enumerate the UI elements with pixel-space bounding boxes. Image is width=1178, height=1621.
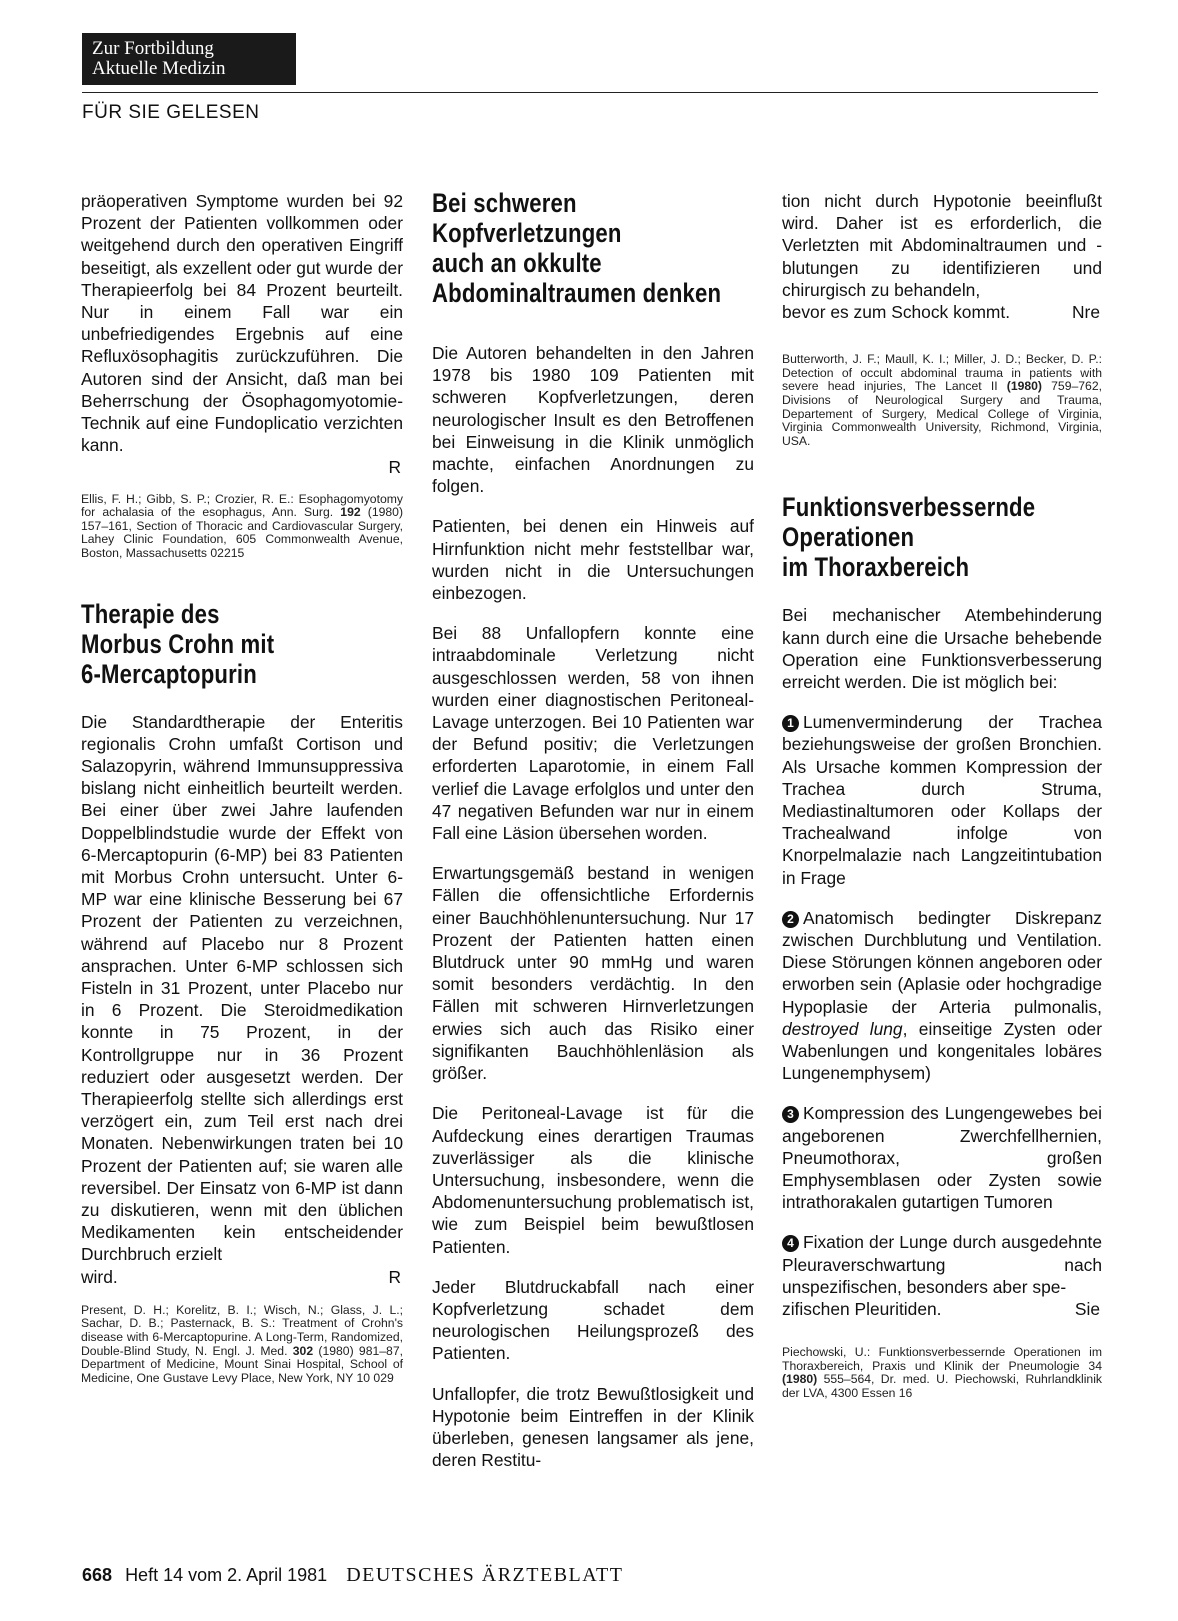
paragraph: Die Autoren behandelten in den Jahren 1978 bis 1980 109 Patienten mit schweren Kopfverletzungen, deren neurologischer Insult es den Betroffenen bei Einweisung in die Klinik unmöglich machte, einfachen Anordnungen zu folgen. xyxy=(432,343,754,497)
page-footer xyxy=(82,1564,623,1587)
article-heading-kopfverletzungen: Bei schweren Kopfverletzungen auch an okkulte Abdominaltraumen denken xyxy=(432,188,722,308)
author-initial: Nre xyxy=(1071,302,1100,323)
article-continuation-text: präoperativen Symptome wurden bei 92 Prozent der Patienten vollkommen oder weitgehend durch den operativen Eingriff beseitigt, als exzellent oder gut wurde der Therapieerfolg bei 84 Prozent beurteilt. Nur in einem Fall war ein unbefriedigendes Ergebnis auf eine Refluxösophagitis zurückzuführen. Die Autoren sind der Ansicht, daß man bei Beherrschung der Ösophagomyotomie-Technik auf eine Fundoplicatio verzichten kann. xyxy=(81,191,403,456)
paragraph: Patienten, bei denen ein Hinweis auf Hirnfunktion nicht mehr feststellbar war, wurden nicht in die Untersuchungen einbezogen. xyxy=(432,516,754,604)
header-rule xyxy=(82,92,1098,93)
paragraph: Erwartungsgemäß bestand in wenigen Fällen die offensichtliche Erfordernis einer Bauchhöhlenuntersuchung. Nur 17 Prozent der Patienten hatten einen Blutdruck unter 90 mmHg und waren somit besonders verdächtig. In den Fällen mit schweren Hirnverletzungen erwies sich auch das Risiko einer signifikanten Bauchhöhlenläsion als größer. xyxy=(432,863,754,1084)
number-1-icon: 1 xyxy=(782,715,799,732)
number-3-icon: 3 xyxy=(782,1106,799,1123)
list-item: 3 Kompression des Lungengewebes bei angeborenen Zwerchfellhernien, Pneumothorax, großen Emphysemblasen oder Zysten sowie intrathorakalen gutartigen Tumoren xyxy=(782,1103,1102,1213)
paragraph: Jeder Blutdruckabfall nach einer Kopfverletzung schadet dem neurologischen Heilungsprozeß des Patienten. xyxy=(432,1276,754,1364)
number-2-icon: 2 xyxy=(782,911,799,928)
column-left xyxy=(81,190,403,1385)
list-item: 1 Lumenverminderung der Trachea beziehungsweise der großen Bronchien. Als Ursache kommen Kompression der Trachea durch Struma, Mediastinaltumoren oder Kollaps der Trachealwand infolge von Knorpelmalazie nach Langzeitintubation in Frage xyxy=(782,712,1102,888)
article-heading-crohn: Therapie des Morbus Crohn mit 6-Mercaptopurin xyxy=(81,598,275,689)
article-continuation-signature-row: bevor es zum Schock kommt. Nre xyxy=(782,302,1100,323)
paragraph: Die Peritoneal-Lavage ist für die Aufdeckung eines derartigen Traumas zuverlässiger als die klinische Untersuchung, insbesondere, wenn die Abdomenuntersuchung problematisch ist, wie zum Beispiel beim bewußtlosen Patienten. xyxy=(432,1103,754,1257)
author-initial: R xyxy=(388,457,401,478)
article-continuation-text: tion nicht durch Hypotonie beeinflußt wird. Daher ist es erforderlich, die Verletzten mit Abdominaltraumen und -blutungen zu identifizieren und chirurgisch zu behandeln, xyxy=(782,191,1102,300)
article-crohn-signature-row: wird. R xyxy=(81,1266,401,1287)
article-body-crohn: Die Standardtherapie der Enteritis regionalis Crohn umfaßt Cortison und Salazopyrin, während Immunsuppressiva bislang nicht einheitlich beurteilt werden. Bei einer über zwei Jahre laufenden Doppelblindstudie wurde der Effekt von 6-Mercaptopurin (6-MP) bei 83 Patienten mit Morbus Crohn untersucht. Unter 6-MP war eine klinische Besserung bei 67 Prozent der Patienten zu verzeichnen, während auf Placebo nur 8 Prozent ansprachen. Unter 6-MP schlossen sich Fisteln in 31 Prozent, unter Placebo nur in 6 Prozent. Die Steroidmedikation konnte in 75 Prozent, in der Kontrollgruppe nur in 36 Prozent reduziert oder ausgesetzt werden. Der Therapieerfolg stellte sich allerdings erst verzögert ein, zum Teil erst nach drei Monaten. Nebenwirkungen traten bei 10 Prozent der Patienten auf; sie waren alle reversibel. Der Einsatz von 6-MP ist dann zu diskutieren, wenn mit den üblichen Medikamenten kein entscheidender Durchbruch erzielt xyxy=(81,711,403,1265)
page-number: 668 xyxy=(82,1565,113,1585)
reference-butterworth: Butterworth, J. F.; Maull, K. I.; Miller, J. D.; Becker, D. P.: Detection of occult abdominal trauma in patients with severe head injuries, The Lancet II (1980) 759–762, Divisions of Neurological Surgery and Trauma, Departement of Surgery, Medical College of Virginia, Virginia Commonwealth University, Richmond, Virginia, USA. xyxy=(782,352,1102,448)
list-item: 4 Fixation der Lunge durch ausgedehnte Pleuraverschwartung nach unspezifischen, besonders aber spe- xyxy=(782,1232,1102,1297)
header-box-line2: Aktuelle Medizin xyxy=(92,58,226,79)
header-box-line1: Zur Fortbildung xyxy=(92,38,214,59)
column-right xyxy=(782,190,1102,1401)
list-item: 2 Anatomisch bedingter Diskrepanz zwischen Durchblutung und Ventilation. Diese Störungen können angeboren oder erworben sein (Aplasie oder hochgradige Hypoplasie der Arteria pulmonalis, destroyed lung, einseitige Zysten oder Wabenlungen und kongenitales lobäres Lungenemphysem) xyxy=(782,907,1102,1084)
article-thorax-signature-row: zifischen Pleuritiden. Sie xyxy=(782,1299,1100,1320)
author-initial: R xyxy=(388,1266,401,1287)
paragraph: Bei 88 Unfallopfern konnte eine intraabdominale Verletzung nicht ausgeschlossen werden, 58 von ihnen wurden einer diagnostischen Peritoneal-Lavage unterzogen. Bei 10 Patienten war der Befund positiv; die Verletzungen erforderten Laparotomie, in einem Fall verlief die Lavage erfolglos und unter den 47 negativen Befunden war nur in einem Fall eine Läsion übersehen worden. xyxy=(432,623,754,844)
publication-name: DEUTSCHES ÄRZTEBLATT xyxy=(346,1564,624,1586)
number-4-icon: 4 xyxy=(782,1235,799,1252)
paragraph: Bei mechanischer Atembehinderung kann durch eine die Ursache behebende Operation eine Funktionsverbesserung erreicht werden. Die ist möglich bei: xyxy=(782,605,1102,692)
column-middle xyxy=(432,188,754,1471)
reference-ellis: Ellis, F. H.; Gibb, S. P.; Crozier, R. E.: Esophagomyotomy for achalasia of the esophagus, Ann. Surg. 192 (1980) 157–161, Section of Thoracic and Cardiovascular Surgery, Lahey Clinic Foundation, 605 Commonwealth Avenue, Boston, Massachusetts 02215 xyxy=(81,491,404,561)
article-heading-thorax: Funktionsverbessernde Operationen im Thoraxbereich xyxy=(782,492,1036,583)
issue-info: Heft 14 vom 2. April 1981 xyxy=(125,1565,328,1585)
section-header-box xyxy=(82,33,296,85)
paragraph: Unfallopfer, die trotz Bewußtlosigkeit und Hypotonie beim Eintreffen in der Klinik überleben, genesen langsamer als jene, deren Restitu- xyxy=(432,1383,754,1471)
article-continuation-signature-row xyxy=(81,456,403,478)
section-label: FÜR SIE GELESEN xyxy=(82,102,260,123)
author-initial: Sie xyxy=(1074,1299,1100,1320)
reference-piechowski: Piechowski, U.: Funktionsverbessernde Operationen im Thoraxbereich, Praxis und Klinik der Pneumologie 34 (1980) 555–564, Dr. med. U. Piechowski, Ruhrlandklinik der LVA, 4300 Essen 16 xyxy=(782,1345,1102,1401)
reference-present: Present, D. H.; Korelitz, B. I.; Wisch, N.; Glass, J. L.; Sachar, D. B.; Pasternack, B. S.: Treatment of Crohn's disease with 6-Mercaptopurine. A Long-Term, Randomized, Double-Blind Study, N. Engl. J. Med. 302 (1980) 981–87, Department of Medicine, Mount Sinai Hospital, School of Medicine, One Gustave Levy Place, New York, NY 10 029 xyxy=(81,1302,403,1385)
